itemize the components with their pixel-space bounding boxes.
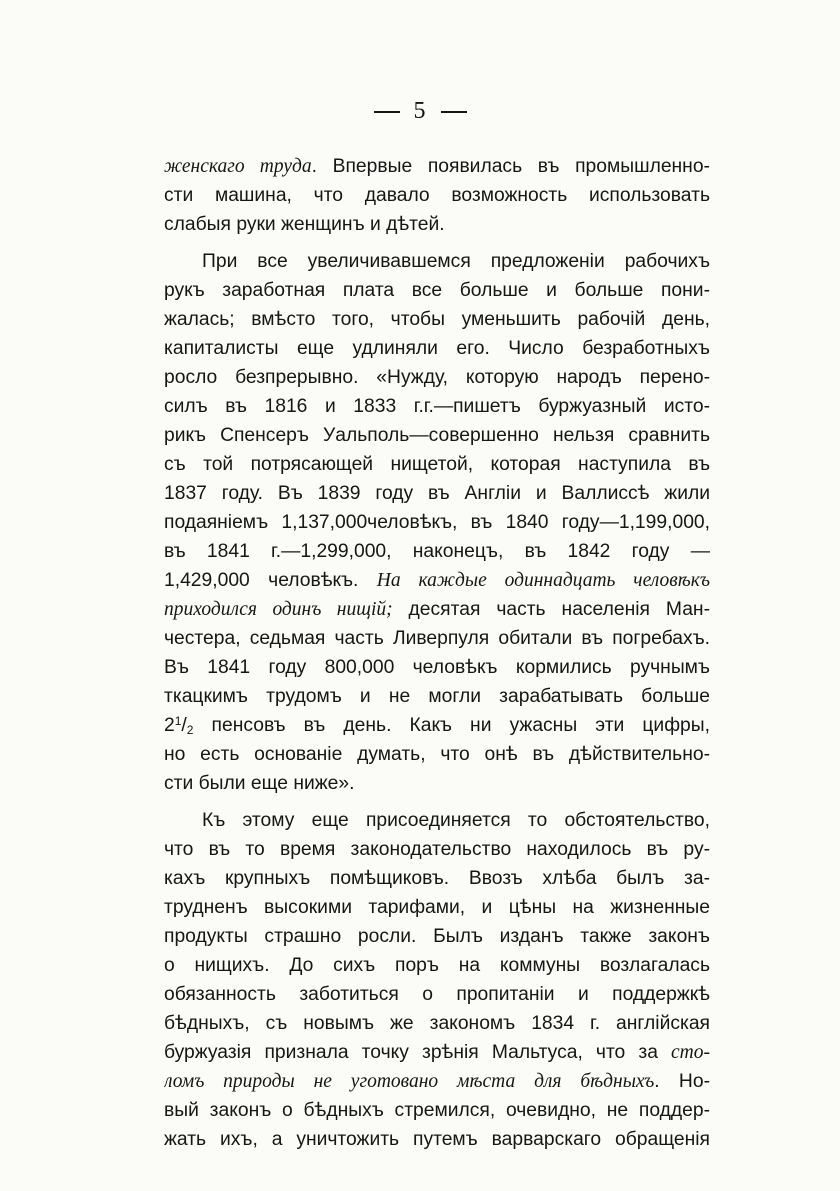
text-line [164, 152, 710, 181]
text-line [164, 893, 710, 922]
text-segment: жать ихъ, а уничтожить путемъ варварскаго обращенiя [164, 1129, 710, 1150]
text-segment: 2 [164, 715, 175, 736]
text-line [164, 276, 710, 305]
text-line [164, 479, 710, 508]
text-segment: продукты страшно росли. Былъ изданъ также законъ [164, 926, 710, 947]
italic-text: приходился одинъ нищiй; [164, 599, 393, 620]
text-segment: рукъ заработная плата все больше и больше пони- [164, 280, 710, 301]
italic-text: ломъ природы не уготовано мѣста для бѣдныхъ [164, 1071, 655, 1092]
text-line [164, 537, 710, 566]
text-segment: сти машина, что давало возможность использовать [164, 185, 710, 206]
text-segment: силъ въ 1816 и 1833 г.г.—пишетъ буржуазный исто- [164, 396, 710, 417]
text-segment: честера, седьмая часть Ливерпуля обитали въ погребахъ. [164, 628, 710, 649]
text-segment: вый законъ о бѣдныхъ стремился, очевидно, не поддер- [164, 1100, 710, 1121]
text-line [164, 421, 710, 450]
text-line [164, 806, 710, 835]
text-line [164, 305, 710, 334]
text-line [164, 740, 710, 769]
text-line [164, 508, 710, 537]
text-segment: десятая часть населенiя Ман- [392, 599, 710, 620]
text-line [164, 566, 710, 595]
text-segment: Въ 1841 году 800,000 человѣкъ кормились ручнымъ [164, 657, 710, 678]
text-segment: 1 [174, 714, 182, 728]
text-segment: въ 1841 г.—1,299,000, наконецъ, въ 1842 году — [164, 541, 710, 562]
text-line [164, 1067, 710, 1096]
left-dash [374, 111, 400, 113]
text-segment: буржуазiя признала точку зрѣнiя Мальтуса, что за [164, 1042, 672, 1063]
text-segment: 1,429,000 человѣкъ. [164, 570, 377, 591]
text-line [164, 1038, 710, 1067]
text-line [164, 1096, 710, 1125]
text-segment: кахъ крупныхъ помѣщиковъ. Ввозъ хлѣба былъ за- [164, 868, 710, 889]
text-line [164, 595, 710, 624]
text-segment: что въ то время законодательство находилось въ ру- [164, 839, 710, 860]
text-line [164, 864, 710, 893]
text-line [164, 1009, 710, 1038]
text-line [164, 922, 710, 951]
italic-text: На каждые одиннадцать человѣкъ [376, 570, 710, 591]
text-line [164, 247, 710, 276]
text-line [164, 450, 710, 479]
text-segment: 1837 году. Въ 1839 году въ Англiи и Валлиссѣ жили [164, 483, 710, 504]
text-line [164, 951, 710, 980]
text-line [164, 624, 710, 653]
text-segment: съ той потрясающей нищетой, которая наступила въ [164, 454, 710, 475]
text-segment: трудненъ высокими тарифами, и цѣны на жизненные [164, 897, 710, 918]
text-line [164, 769, 710, 798]
page-header [0, 98, 840, 125]
text-line [164, 181, 710, 210]
text-segment: подаянiемъ 1,137,000человѣкъ, въ 1840 году—1,199,000, [164, 512, 710, 533]
paragraph-gap [164, 239, 710, 247]
text-segment: Къ этому еще присоединяется то обстоятельство, [202, 810, 710, 831]
text-line [164, 363, 710, 392]
text-line [164, 392, 710, 421]
text-segment: сти были еще ниже». [164, 773, 355, 794]
text-segment: слабыя руки женщинъ и дѣтей. [164, 214, 445, 235]
text-segment: пенсовъ въ день. Какъ ни ужасны эти цифры, [193, 715, 710, 736]
paragraph [164, 247, 710, 798]
text-line [164, 653, 710, 682]
text-segment: При все увеличивавшемся предложенiи рабочихъ [202, 251, 710, 272]
text-segment: обязанность заботиться о пропитанiи и поддержкѣ [164, 984, 710, 1005]
text-segment: жалась; вмѣсто того, чтобы уменьшить рабочiй день, [164, 309, 710, 330]
text-line [164, 1125, 710, 1154]
text-segment: бѣдныхъ, съ новымъ же закономъ 1834 г. англiйская [164, 1013, 710, 1034]
text-segment: 2 [186, 723, 194, 737]
text-segment: капиталисты еще удлиняли его. Число безработныхъ [164, 338, 710, 359]
paragraph [164, 806, 710, 1154]
right-dash [441, 111, 467, 113]
text-line [164, 210, 710, 239]
text-line [164, 682, 710, 711]
page-number: 5 [413, 98, 427, 124]
text-line [164, 980, 710, 1009]
text-line [164, 334, 710, 363]
body-text [164, 152, 710, 1154]
text-segment: но есть основанiе думать, что онѣ въ дѣйствительно- [164, 744, 710, 765]
text-segment: росло безпрерывно. «Нужду, которую народъ перено- [164, 367, 710, 388]
text-line [164, 835, 710, 864]
text-segment: . Впервые появилась въ промышленно- [311, 156, 710, 177]
text-segment: ткацкимъ трудомъ и не могли зарабатывать больше [164, 686, 710, 707]
text-line [164, 711, 710, 740]
text-segment: . Но- [654, 1071, 710, 1092]
text-segment: о нищихъ. До сихъ поръ на коммуны возлагалась [164, 955, 710, 976]
paragraph [164, 152, 710, 239]
italic-text: сто- [671, 1042, 710, 1063]
italic-text: женскаго труда [164, 156, 312, 177]
text-segment: / [181, 715, 187, 736]
text-segment: рикъ Спенсеръ Уальполь—совершенно нельзя сравнить [164, 425, 710, 446]
paragraph-gap [164, 798, 710, 806]
